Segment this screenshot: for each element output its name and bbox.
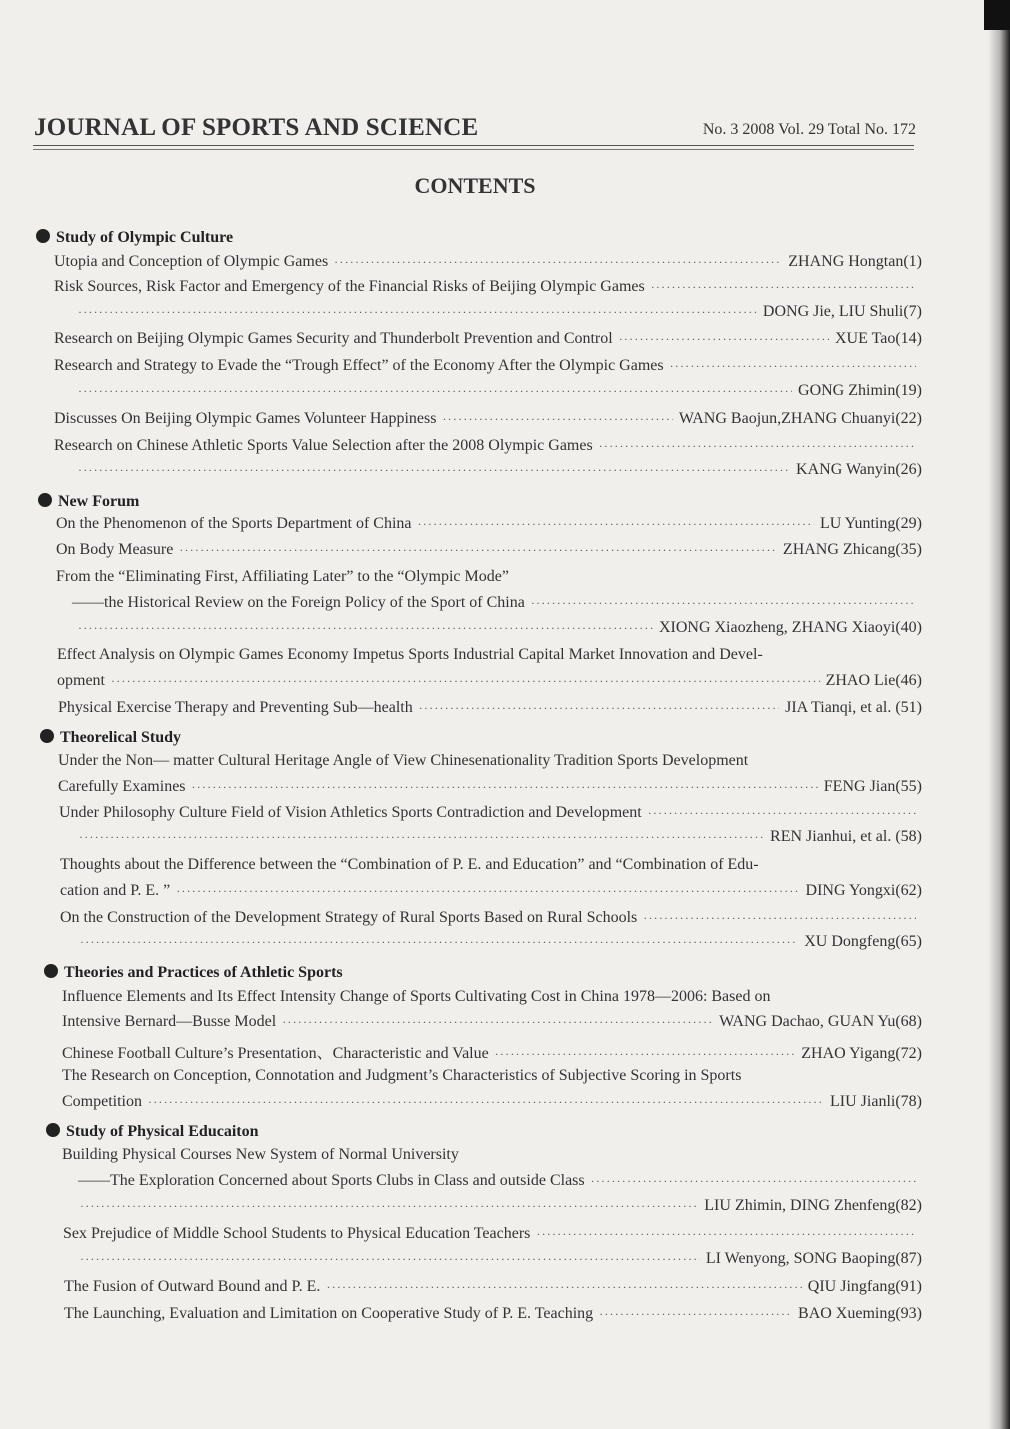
toc-entry: [54, 330, 922, 352]
entry-author: ZHANG Hongtan(1): [788, 253, 922, 270]
entry-author: ZHANG Zhicang(35): [782, 541, 922, 558]
bullet-icon: [40, 729, 54, 743]
leader-dots: [78, 463, 790, 478]
leader-dots: [148, 1095, 824, 1110]
entry-title: The Fusion of Outward Bound and P. E.: [64, 1278, 321, 1295]
leader-dots: [599, 1307, 792, 1322]
leader-dots: [79, 830, 764, 845]
entry-author: GONG Zhimin(19): [798, 382, 922, 399]
entry-title: On the Phenomenon of the Sports Department of China: [56, 515, 412, 532]
header-rule: [33, 145, 914, 146]
entry-title: On Body Measure: [56, 541, 174, 558]
entry-title: Utopia and Conception of Olympic Games: [54, 253, 329, 270]
toc-entry-cont: [80, 933, 922, 955]
page-edge-shadow: [988, 0, 1010, 1429]
leader-dots: [78, 621, 653, 636]
journal-title: JOURNAL OF SPORTS AND SCIENCE: [34, 114, 479, 141]
toc-entry: [58, 778, 922, 800]
entry-author: LI Wenyong, SONG Baoping(87): [705, 1250, 922, 1267]
entry-title: Under Philosophy Culture Field of Vision Athletics Sports Contradiction and Development: [59, 804, 642, 821]
entry-title: From the “Eliminating First, Affiliating Later” to the “Olympic Mode”: [56, 568, 509, 585]
leader-dots: [643, 911, 916, 926]
entry-title-cont: Intensive Bernard—Busse Model: [62, 1013, 277, 1030]
entry-author: REN Jianhui, et al. (58): [770, 828, 922, 845]
leader-dots: [176, 884, 799, 899]
leader-dots: [495, 1047, 796, 1062]
leader-dots: [442, 412, 672, 427]
toc-entry-cont: [78, 303, 922, 325]
section-heading: [46, 1123, 258, 1141]
entry-author: FENG Jian(55): [823, 778, 922, 795]
leader-dots: [80, 935, 798, 950]
leader-dots: [78, 384, 792, 399]
section-title: Study of Physical Educaiton: [66, 1123, 259, 1140]
section-heading: [36, 229, 233, 247]
section-heading: [40, 729, 181, 747]
entry-title: The Research on Conception, Connotation and Judgment’s Characteristics of Subjective Scoring in Sports: [62, 1067, 742, 1084]
entry-author: LU Yunting(29): [819, 515, 922, 532]
section-heading: [38, 493, 139, 511]
entry-author: BAO Xueming(93): [798, 1305, 922, 1322]
entry-title: Physical Exercise Therapy and Preventing Sub—health: [58, 699, 413, 716]
section-title: Theories and Practices of Athletic Sports: [64, 964, 343, 981]
toc-entry-cont: [80, 1250, 922, 1272]
entry-title: On the Construction of the Development Strategy of Rural Sports Based on Rural Schools: [60, 909, 638, 926]
leader-dots: [80, 1199, 698, 1214]
leader-dots: [619, 332, 829, 347]
toc-entry: [54, 278, 922, 300]
toc-entry: [59, 804, 922, 826]
issue-info: No. 3 2008 Vol. 29 Total No. 172: [702, 121, 916, 138]
entry-author: ZHAO Lie(46): [825, 672, 922, 689]
entry-author: XUE Tao(14): [834, 330, 922, 347]
header-rule-thin: [33, 149, 914, 150]
toc-entry-cont: [79, 828, 922, 850]
entry-title: The Launching, Evaluation and Limitation on Cooperative Study of P. E. Teaching: [64, 1305, 594, 1322]
toc-entry-cont: [80, 1197, 922, 1219]
bullet-icon: [46, 1123, 60, 1137]
section-heading: [44, 964, 343, 982]
leader-dots: [418, 517, 814, 532]
section-title: Study of Olympic Culture: [56, 229, 234, 246]
toc-entry: [60, 909, 922, 931]
leader-dots: [536, 1227, 916, 1242]
entry-author: LIU Zhimin, DING Zhenfeng(82): [704, 1197, 922, 1214]
toc-entry: [57, 672, 922, 694]
bullet-icon: [38, 493, 52, 507]
leader-dots: [326, 1280, 801, 1295]
bullet-icon: [36, 229, 50, 243]
leader-dots: [78, 305, 757, 320]
entry-title: Research on Beijing Olympic Games Security and Thunderbolt Prevention and Control: [54, 330, 613, 347]
toc-entry: [56, 515, 922, 537]
toc-entry: [60, 882, 922, 904]
entry-author: DONG Jie, LIU Shuli(7): [762, 303, 922, 320]
leader-dots: [80, 1252, 700, 1267]
toc-entry: [58, 699, 922, 721]
leader-dots: [648, 806, 916, 821]
leader-dots: [179, 543, 777, 558]
entry-author: KANG Wanyin(26): [796, 461, 922, 478]
leader-dots: [599, 439, 916, 454]
leader-dots: [670, 359, 916, 374]
toc-entry: [62, 1040, 922, 1062]
entry-subtitle: ——The Exploration Concerned about Sports Clubs in Class and outside Class: [78, 1172, 585, 1189]
leader-dots: [591, 1174, 916, 1189]
entry-title-cont: Carefully Examines: [58, 778, 186, 795]
toc-entry: [64, 1305, 922, 1327]
entry-author: DING Yongxi(62): [805, 882, 922, 899]
toc-entry: [64, 1278, 922, 1300]
entry-author: XIONG Xiaozheng, ZHANG Xiaoyi(40): [658, 619, 922, 636]
section-title: Theorelical Study: [60, 729, 182, 746]
scan-corner: [984, 0, 1010, 30]
leader-dots: [334, 255, 782, 270]
entry-title: Risk Sources, Risk Factor and Emergency of the Financial Risks of Beijing Olympic Games: [54, 278, 645, 295]
leader-dots: [282, 1015, 713, 1030]
section-title: New Forum: [58, 493, 140, 510]
entry-title: Research on Chinese Athletic Sports Value Selection after the 2008 Olympic Games: [54, 437, 593, 454]
toc-entry: [54, 357, 922, 379]
leader-dots: [419, 701, 779, 716]
entry-author: XU Dongfeng(65): [804, 933, 922, 950]
entry-title: Influence Elements and Its Effect Intensity Change of Sports Cultivating Cost in China 1978—2006: Based on: [62, 988, 771, 1005]
entry-title-cont: cation and P. E. ”: [60, 882, 171, 899]
toc-entry: [56, 541, 922, 563]
toc-entry: [78, 1172, 922, 1194]
entry-title: Building Physical Courses New System of Normal University: [62, 1146, 459, 1163]
entry-title: Research and Strategy to Evade the “Trough Effect” of the Economy After the Olympic Games: [54, 357, 664, 374]
bullet-icon: [44, 964, 58, 978]
entry-author: WANG Baojun,ZHANG Chuanyi(22): [678, 410, 922, 427]
entry-author: WANG Dachao, GUAN Yu(68): [719, 1013, 922, 1030]
entry-subtitle: ——the Historical Review on the Foreign Policy of the Sport of China: [72, 594, 525, 611]
toc-entry: [54, 253, 922, 275]
toc-entry: [63, 1225, 922, 1247]
entry-author: ZHAO Yigang(72): [801, 1045, 922, 1062]
entry-author: QIU Jingfang(91): [807, 1278, 922, 1295]
toc-entry-cont: [78, 619, 922, 641]
entry-title: Sex Prejudice of Middle School Students to Physical Education Teachers: [63, 1225, 531, 1242]
toc-entry: [72, 594, 922, 616]
toc-entry: [62, 1093, 922, 1115]
toc-entry-cont: [78, 382, 922, 404]
toc-entry: [54, 437, 922, 459]
entry-title: Effect Analysis on Olympic Games Economy Impetus Sports Industrial Capital Market Innovation and Devel-: [57, 646, 763, 663]
entry-title-cont: Competition: [62, 1093, 142, 1110]
entry-title: Thoughts about the Difference between the “Combination of P. E. and Education” and “Combination of Edu-: [60, 856, 759, 873]
leader-dots: [531, 596, 916, 611]
contents-heading: CONTENTS: [414, 173, 536, 198]
entry-title-cont: opment: [57, 672, 105, 689]
entry-author: LIU Jianli(78): [830, 1093, 922, 1110]
toc-entry: [62, 1013, 922, 1035]
toc-entry: [54, 410, 922, 432]
entry-title: Chinese Football Culture’s Presentation、Characteristic and Value: [62, 1045, 489, 1062]
entry-title: Under the Non— matter Cultural Heritage Angle of View Chinesenationality Tradition Sports Development: [58, 752, 749, 769]
leader-dots: [651, 280, 916, 295]
entry-author: JIA Tianqi, et al. (51): [785, 699, 922, 716]
leader-dots: [192, 780, 818, 795]
toc-entry-cont: [78, 461, 922, 483]
entry-title: Discusses On Beijing Olympic Games Volunteer Happiness: [54, 410, 437, 427]
leader-dots: [111, 674, 820, 689]
